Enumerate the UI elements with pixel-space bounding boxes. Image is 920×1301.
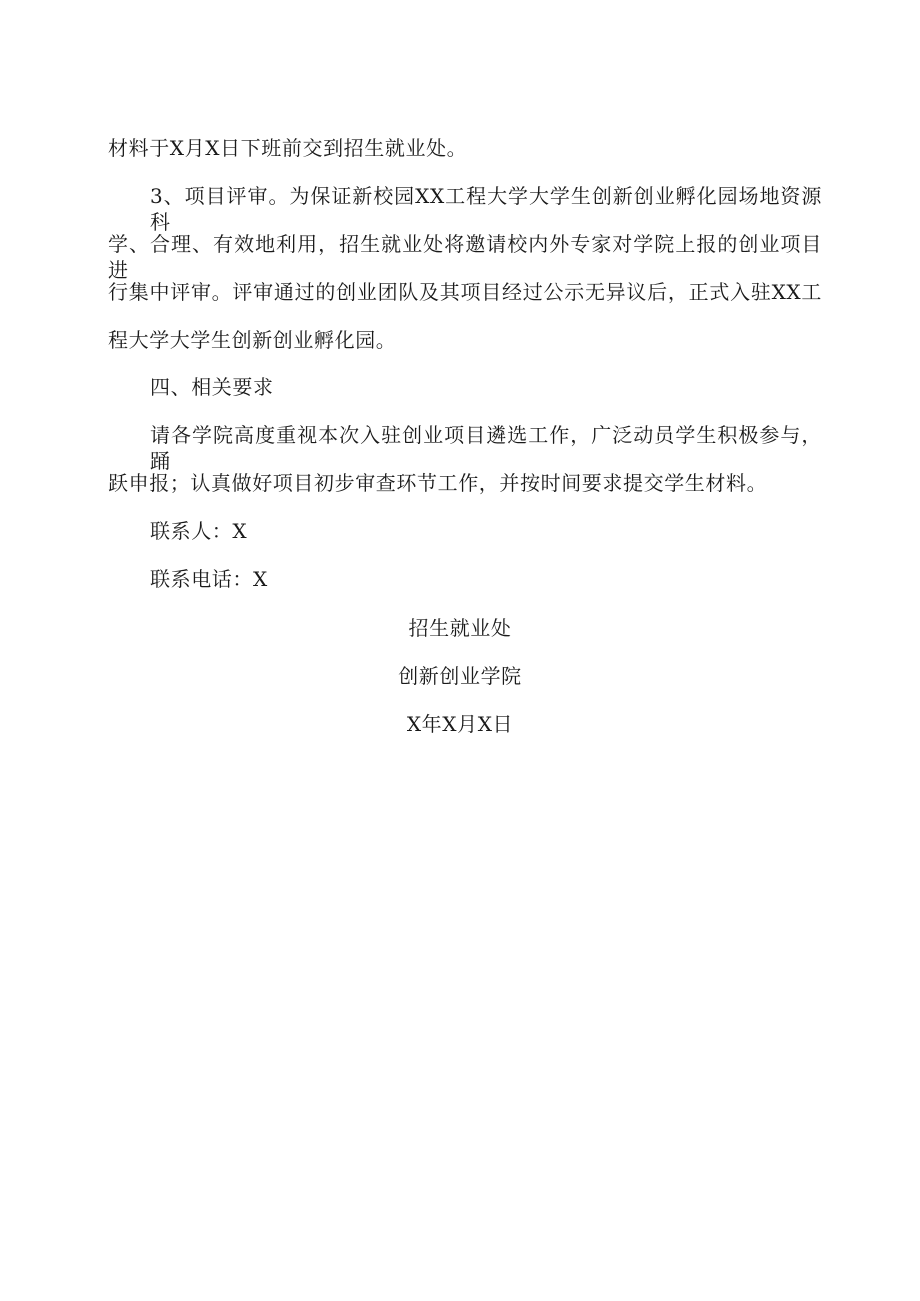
item3-line-4: 程大学大学生创新创业孵化园。 <box>108 328 397 352</box>
continuation-line: 材料于X月X日下班前交到招生就业处。 <box>108 136 468 160</box>
signature-org-1: 招生就业处 <box>408 616 512 640</box>
section4-heading: 四、相关要求 <box>150 375 274 399</box>
item3-line-2: 学、合理、有效地利用，招生就业处将邀请校内外专家对学院上报的创业项目进 <box>108 232 822 282</box>
signature-org-2: 创新创业学院 <box>398 664 522 688</box>
contact-person: 联系人：X <box>150 519 248 543</box>
signature-date: X年X月X日 <box>406 712 514 736</box>
item3-line-3: 行集中评审。评审通过的创业团队及其项目经过公示无异议后，正式入驻XX工 <box>108 280 822 304</box>
contact-phone: 联系电话：X <box>150 567 268 591</box>
item3-line-1: 3、项目评审。为保证新校园XX工程大学大学生创新创业孵化园场地资源科 <box>150 184 822 234</box>
section4-line-2: 跃申报；认真做好项目初步审查环节工作，并按时间要求提交学生材料。 <box>108 471 768 495</box>
section4-line-1: 请各学院高度重视本次入驻创业项目遴选工作，广泛动员学生积极参与，踊 <box>150 423 822 473</box>
